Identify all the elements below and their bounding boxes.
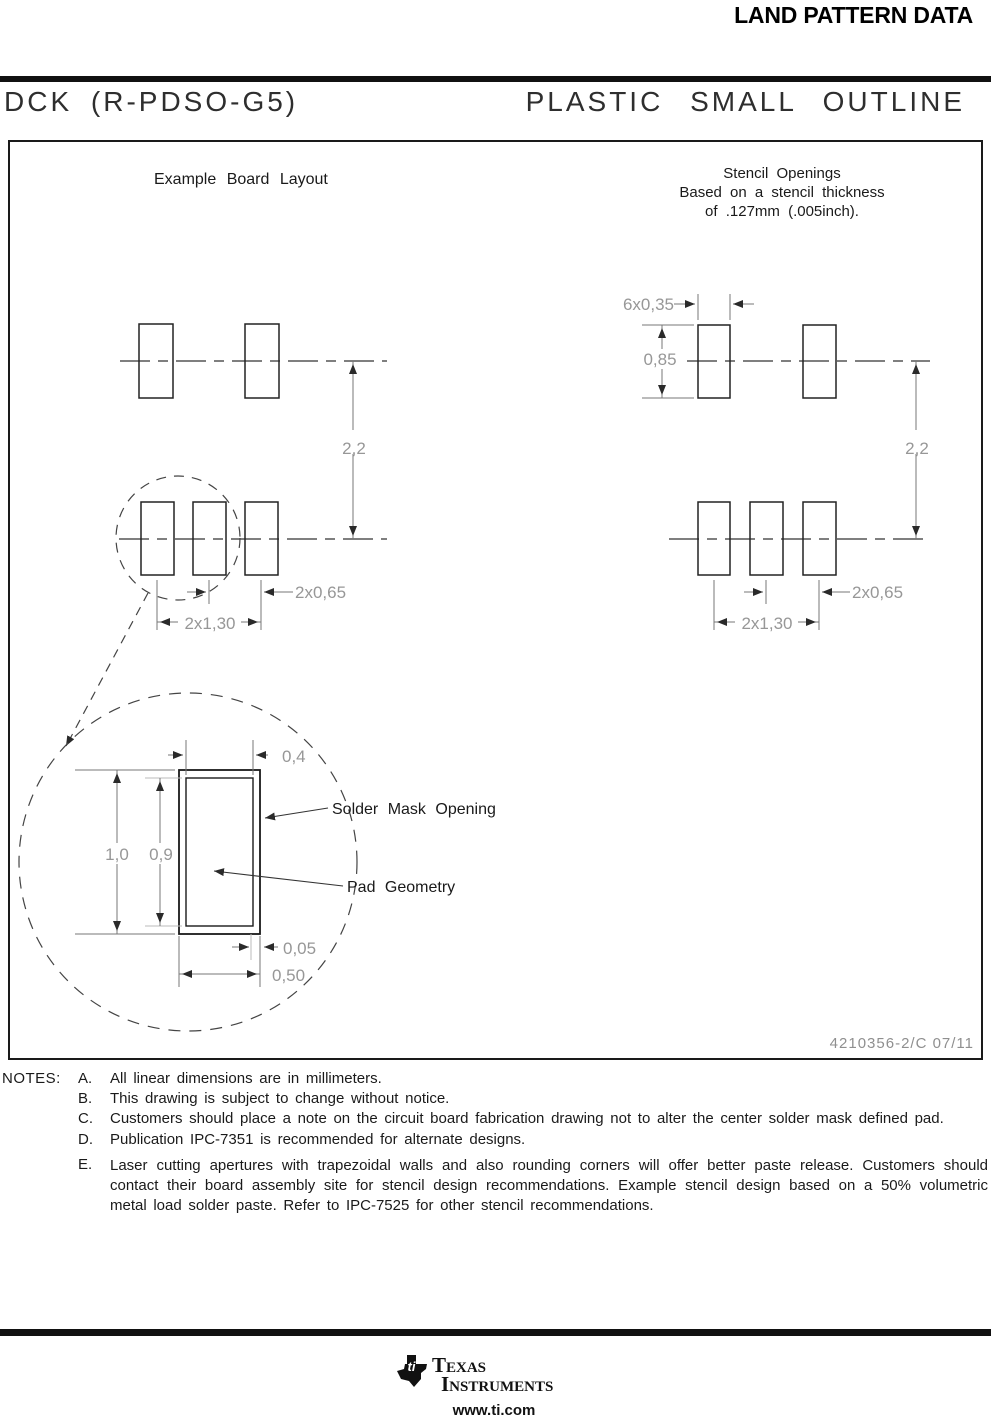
right-drawing-title-2: Based on a stencil thickness bbox=[679, 184, 885, 201]
footer-brand bbox=[394, 1350, 614, 1420]
page-title: LAND PATTERN DATA bbox=[734, 2, 973, 28]
dim-stencil-height: 0,85 bbox=[643, 350, 677, 369]
dim-detail-inner-width: 0,4 bbox=[282, 747, 306, 766]
note-text: Customers should place a note on the circuit board fabrication drawing not to alter the center solder mask defined pad. bbox=[110, 1110, 944, 1127]
detail-callout-circle bbox=[116, 476, 240, 600]
dim-detail-outer-width: 0,50 bbox=[272, 966, 306, 985]
package-code: DCK (R-PDSO-G5) bbox=[4, 86, 299, 117]
dim-right-span: 2x1,30 bbox=[741, 614, 793, 633]
note-letter: A. bbox=[78, 1070, 93, 1087]
solder-mask-label: Solder Mask Opening bbox=[332, 801, 496, 818]
note-letter: D. bbox=[78, 1131, 93, 1148]
detail-circle bbox=[19, 693, 357, 1031]
note-text: Laser cutting apertures with trapezoidal walls and also rounding corners will offer better paste release. Customers should contact their board assembly site for stencil design recommendations. Example stencil design based on a 50% volumetric metal load solder paste. Refer to IPC-7525 for other stencil recommendations. bbox=[110, 1157, 988, 1214]
note-text: Publication IPC-7351 is recommended for alternate designs. bbox=[110, 1131, 526, 1148]
stencil-dimensions bbox=[640, 294, 933, 632]
brand-texas: Texas bbox=[432, 1353, 487, 1377]
pad-geometry-rect bbox=[186, 778, 253, 926]
dim-detail-outer-height: 1,0 bbox=[105, 845, 129, 864]
dim-right-spacing: 2x0,65 bbox=[852, 583, 904, 602]
dim-detail-mask-offset: 0,05 bbox=[283, 939, 317, 958]
note-letter: B. bbox=[78, 1090, 93, 1107]
left-drawing-title: Example Board Layout bbox=[154, 171, 328, 188]
ti-texas-logo-icon bbox=[396, 1354, 428, 1390]
pad-geometry-leader bbox=[214, 871, 343, 886]
note-text: This drawing is subject to change without notice. bbox=[110, 1090, 450, 1107]
notes-label: NOTES: bbox=[2, 1070, 61, 1087]
dim-left-pitch: 2,2 bbox=[342, 439, 366, 458]
top-rule bbox=[0, 76, 991, 82]
bottom-rule bbox=[0, 1329, 991, 1336]
land-pattern-drawing bbox=[10, 142, 981, 1058]
solder-mask-leader bbox=[265, 808, 328, 818]
drawing-frame bbox=[8, 140, 983, 1060]
pad-geometry-label: Pad Geometry bbox=[347, 879, 456, 896]
note-letter: C. bbox=[78, 1110, 93, 1127]
brand-name bbox=[432, 1353, 554, 1396]
detail-view bbox=[19, 593, 496, 1031]
note-letter: E. bbox=[78, 1156, 93, 1173]
package-type: PLASTIC SMALL OUTLINE bbox=[525, 86, 965, 117]
stencil-drawing bbox=[669, 325, 930, 575]
dim-stencil-width: 6x0,35 bbox=[622, 295, 674, 314]
ti-url[interactable]: www.ti.com bbox=[452, 1402, 536, 1419]
dim-detail-inner-height: 0,9 bbox=[149, 845, 173, 864]
right-drawing-title-1: Stencil Openings bbox=[723, 165, 841, 182]
ti-monogram: ti bbox=[407, 1359, 416, 1374]
dim-left-span: 2x1,30 bbox=[184, 614, 236, 633]
brand-instruments: Instruments bbox=[441, 1372, 554, 1396]
dim-right-pitch: 2,2 bbox=[905, 439, 929, 458]
detail-leader bbox=[72, 593, 148, 735]
note-text: All linear dimensions are in millimeters. bbox=[110, 1070, 382, 1087]
doc-number: 4210356-2/C 07/11 bbox=[829, 1035, 974, 1052]
solder-mask-opening-rect bbox=[179, 770, 260, 934]
board-layout-drawing bbox=[116, 324, 387, 600]
dim-left-spacing: 2x0,65 bbox=[295, 583, 347, 602]
right-drawing-title-3: of .127mm (.005inch). bbox=[705, 203, 859, 220]
